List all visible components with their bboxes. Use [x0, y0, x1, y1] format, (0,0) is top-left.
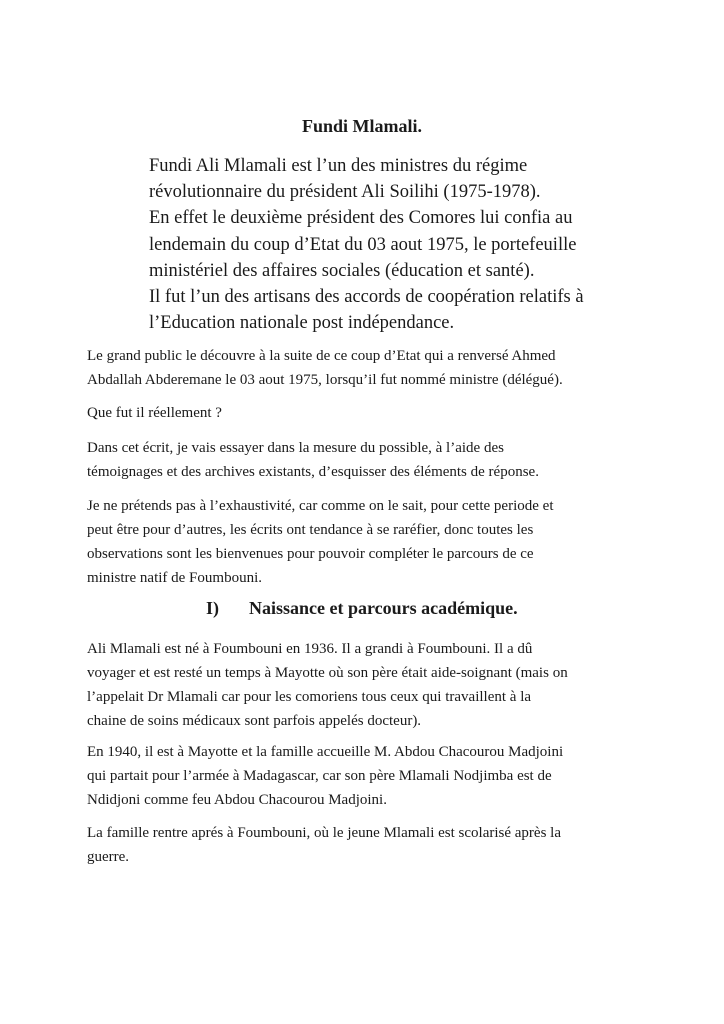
intro-line: En effet le deuxième président des Comores lui confia au	[149, 208, 573, 229]
paragraph-line: ministre natif de Foumbouni.	[87, 570, 262, 586]
intro-line: Il fut l’un des artisans des accords de coopération relatifs à	[149, 287, 584, 308]
intro-line: lendemain du coup d’Etat du 03 aout 1975, le portefeuille	[149, 234, 577, 255]
intro-line: l’Education nationale post indépendance.	[149, 313, 455, 334]
paragraph	[87, 821, 687, 869]
intro-line: ministériel des affaires sociales (éducation et santé).	[149, 260, 535, 281]
paragraph	[87, 494, 687, 590]
intro-block	[149, 153, 689, 336]
intro-line: révolutionnaire du président Ali Soilihi (1975-1978).	[149, 182, 541, 203]
paragraph-line: Ali Mlamali est né à Foumbouni en 1936. Il a grandi à Foumbouni. Il a dû	[87, 641, 533, 657]
paragraph-line: l’appelait Dr Mlamali car pour les comoriens tous ceux qui travaillent à la	[87, 689, 532, 705]
paragraph-line: Que fut il réellement ?	[87, 405, 222, 421]
paragraph-line: Dans cet écrit, je vais essayer dans la mesure du possible, à l’aide des	[87, 440, 504, 456]
paragraph-line: observations sont les bienvenues pour pouvoir compléter le parcours de ce	[87, 546, 534, 562]
document-title: Fundi Mlamali.	[301, 116, 422, 136]
paragraph-line: guerre.	[87, 849, 130, 865]
paragraph-line: qui partait pour l’armée à Madagascar, car son père Mlamali Nodjimba est de	[87, 768, 552, 784]
paragraph	[87, 401, 687, 425]
paragraph	[87, 344, 687, 392]
paragraph-line: En 1940, il est à Mayotte et la famille accueille M. Abdou Chacourou Madjoini	[87, 744, 564, 760]
paragraph-line: Ndidjoni comme feu Abdou Chacourou Madjoini.	[87, 792, 387, 808]
paragraph-line: chaine de soins médicaux sont parfois appelés docteur).	[87, 713, 422, 729]
paragraph-line: voyager et est resté un temps à Mayotte où son père était aide-soignant (mais on	[87, 665, 568, 681]
paragraph-line: témoignages et des archives existants, d’esquisser des éléments de réponse.	[87, 464, 539, 480]
paragraph-line: peut être pour d’autres, les écrits ont tendance à se raréfier, donc toutes les	[87, 522, 534, 538]
paragraph	[87, 637, 687, 733]
paragraph-line: Je ne prétends pas à l’exhaustivité, car comme on le sait, pour cette periode et	[87, 498, 554, 514]
paragraph	[87, 436, 687, 484]
intro-line: Fundi Ali Mlamali est l’un des ministres du régime	[149, 156, 528, 176]
paragraph-line: Le grand public le découvre à la suite de ce coup d’Etat qui a renversé Ahmed	[87, 348, 556, 364]
section-number: I)	[206, 598, 219, 618]
section-title: Naissance et parcours académique.	[249, 598, 518, 618]
paragraph-line: La famille rentre aprés à Foumbouni, où le jeune Mlamali est scolarisé après la	[87, 825, 562, 841]
paragraph-line: Abdallah Abderemane le 03 aout 1975, lorsqu’il fut nommé ministre (délégué).	[87, 372, 563, 388]
paragraph	[87, 740, 687, 812]
